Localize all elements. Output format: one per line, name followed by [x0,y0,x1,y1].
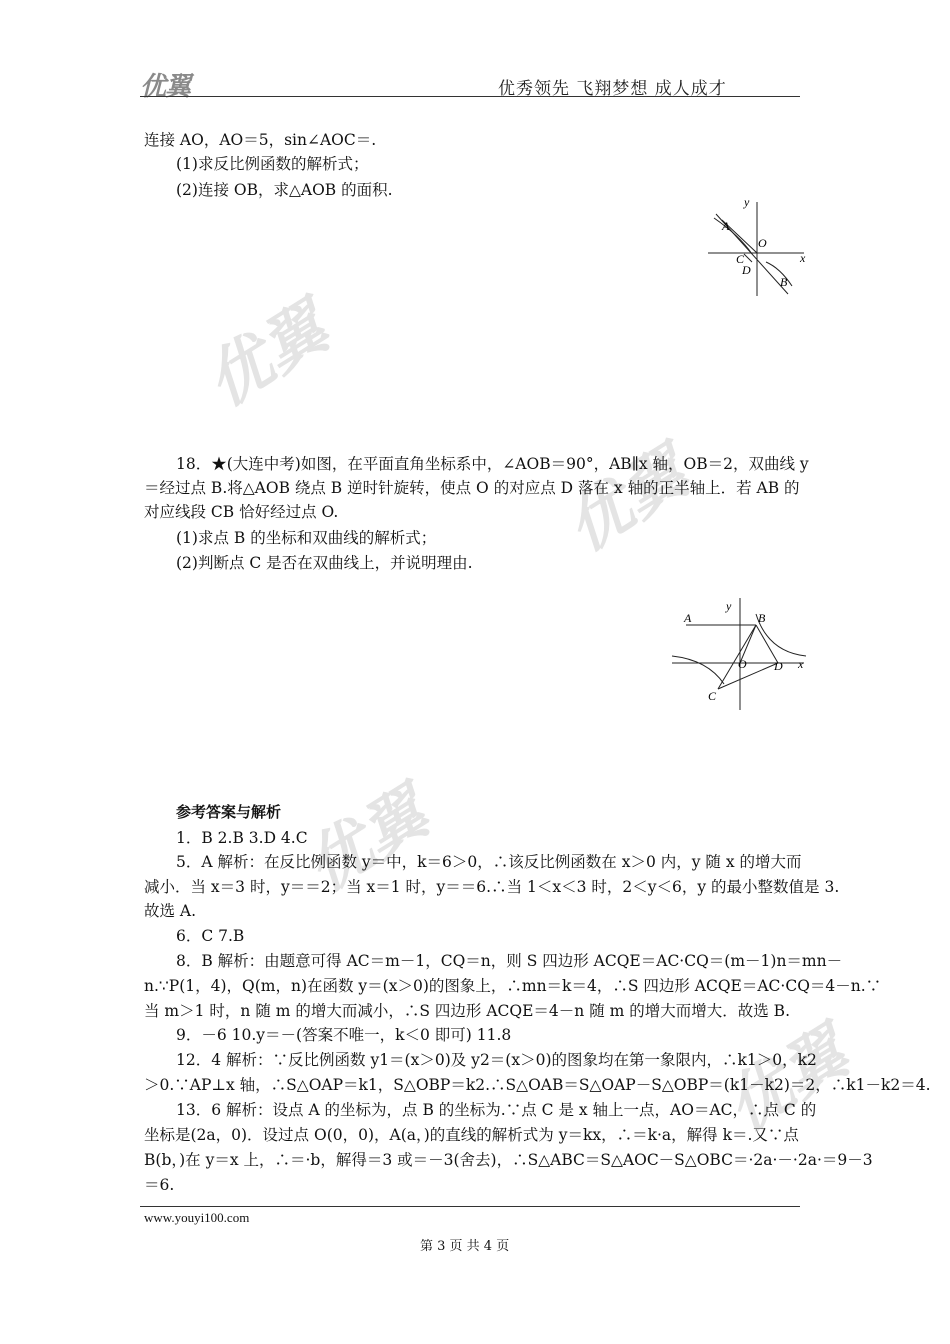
fig2-label-d: D [774,659,783,673]
answer-13-line-3: B(b，)在 y＝x 上，∴＝·b，解得＝3 或＝－3(舍去)，∴S△ABC＝S△AOC－S△OBC＝·2a·－·2a·＝9－3 [144,1151,873,1169]
answer-13-line-4: ＝6. [144,1176,175,1194]
figure-17 [700,196,810,296]
answer-8-line-1: 8．B 解析：由题意可得 AC＝m－1，CQ＝n，则 S 四边形 ACQE＝AC·CQ＝(m－1)n＝mn－ [176,952,843,970]
q18-line-3: 对应线段 CB 恰好经过点 O. [144,503,339,521]
answer-9-11: 9．－6 10.y＝－(答案不唯一，k＜0 即可) 11.8 [176,1026,512,1044]
q18-line-1: 18．★(大连中考)如图，在平面直角坐标系中，∠AOB＝90°，AB∥x 轴，OB＝2，双曲线 y [176,455,809,473]
q17-text: 连接 AO，AO＝5，sin∠AOC＝. [144,131,377,149]
fig2-label-b: B [758,611,766,625]
q17-part1: (1)求反比例函数的解析式； [176,155,369,173]
answer-13-line-2: 坐标是(2a，0)．设过点 O(0，0)，A(a，)的直线的解析式为 y＝kx，∴＝k·a，解得 k＝.又∵点 [144,1126,799,1144]
answer-13-line-1: 13．6 解析：设点 A 的坐标为，点 B 的坐标为.∵点 C 是 x 轴上一点，AO＝AC，∴点 C 的 [176,1101,817,1119]
fig1-label-b: B [780,275,788,289]
answer-8-line-3: 当 m＞1 时，n 随 m 的增大而减小，∴S 四边形 ACQE＝4－n 随 m 的增大而增大．故选 B. [144,1002,790,1020]
watermark: 优翼 [713,1015,862,1147]
fig1-label-d: D [742,263,751,277]
q18-line-2: ＝经过点 B.将△AOB 绕点 B 逆时针旋转，使点 O 的对应点 D 落在 x 轴的正半轴上．若 AB 的 [144,479,800,497]
logo: 优翼 [140,72,191,102]
answer-12-line-1: 12．4 解析：∵反比例函数 y1＝(x＞0)及 y2＝(x＞0)的图象均在第一象限内，∴k1＞0，k2 [176,1051,817,1069]
answer-12-line-2: ＞0.∵AP⊥x 轴，∴S△OAP＝k1，S△OBP＝k2.∴S△OAB＝S△OAP－S△OBP＝(k1－k2)＝2，∴k1－k2＝4. [144,1076,931,1094]
fig2-label-y: y [726,599,732,613]
watermark: 优翼 [293,775,442,907]
figure-18 [668,592,813,712]
answer-5-line-1: 5．A 解析：在反比例函数 y＝中，k＝6＞0，∴该反比例函数在 x＞0 内，y 随 x 的增大而 [176,853,802,871]
answer-5-line-3: 故选 A. [144,902,197,920]
answer-1-4: 1．B 2.B 3.D 4.C [176,829,308,847]
watermark: 优翼 [193,290,342,422]
fig1-label-a: A [722,219,730,233]
q18-part2: (2)判断点 C 是否在双曲线上，并说明理由. [176,554,473,572]
fig2-label-o: O [738,657,747,671]
q17-part2: (2)连接 OB，求△AOB 的面积. [176,181,393,199]
watermark: 优翼 [553,435,702,567]
page-number: 第 3 页 共 4 页 [420,1239,510,1254]
fig2-label-x: x [798,657,804,671]
answers-title: 参考答案与解析 [176,803,282,821]
q18-part1: (1)求点 B 的坐标和双曲线的解析式； [176,529,437,547]
fig2-label-c: C [708,689,717,703]
footer-divider [140,1206,800,1207]
fig1-label-y: y [744,196,750,209]
answer-6-7: 6．C 7.B [176,927,245,945]
header-motto: 优秀领先 飞翔梦想 成人成才 [498,79,727,99]
fig2-label-a: A [684,611,692,625]
answer-5-line-2: 减小．当 x＝3 时，y＝＝2；当 x＝1 时，y＝＝6.∴当 1＜x＜3 时，2＜y＜6，y 的最小整数值是 3. [144,878,840,896]
fig1-label-c: C [736,252,745,266]
fig1-label-x: x [800,251,806,265]
answer-8-line-2: n.∵P(1，4)，Q(m，n)在函数 y＝(x＞0)的图象上，∴mn＝k＝4，∴S 四边形 ACQE＝AC·CQ＝4－n.∵ [144,977,882,995]
footer-site-link[interactable]: www.youyi100.com [144,1210,250,1225]
fig1-label-o: O [758,236,767,250]
header-divider [140,96,800,97]
